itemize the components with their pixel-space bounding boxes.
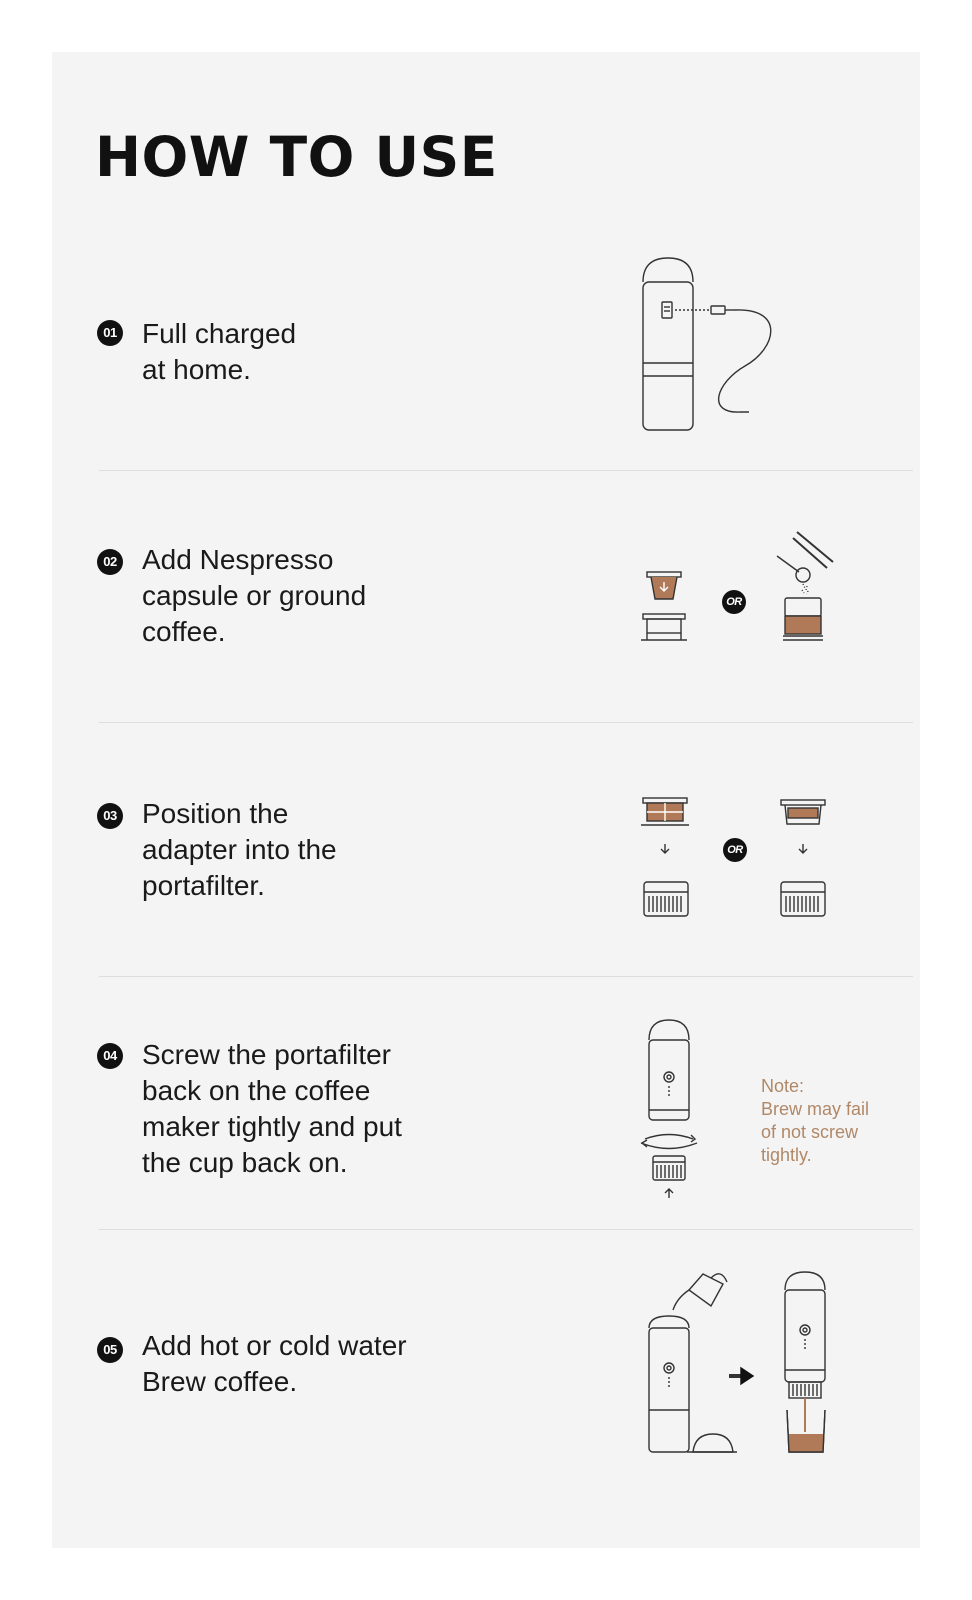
step-4-number: 04	[97, 1043, 123, 1069]
step-4-text: Screw the portafilter back on the coffee maker tightly and put the cup back on.	[142, 1039, 402, 1178]
step-1-text: Full charged at home.	[142, 318, 297, 385]
step-5-number: 05	[97, 1337, 123, 1363]
add-water-brew-coffee-icon	[637, 1264, 847, 1459]
page-title: HOW TO USE	[95, 125, 498, 189]
divider	[99, 976, 913, 977]
step-2-text: Add Nespresso capsule or ground coffee.	[142, 544, 367, 647]
screw-portafilter-icon	[637, 1014, 717, 1209]
or-badge: OR	[723, 838, 747, 862]
divider	[99, 722, 913, 723]
charging-machine-icon	[637, 252, 787, 437]
step-1-number: 01	[97, 320, 123, 346]
step-3-number: 03	[97, 803, 123, 829]
step-3-text: Position the adapter into the portafilter.	[142, 798, 337, 901]
step-5-text: Add hot or cold water Brew coffee.	[142, 1330, 407, 1397]
step-2-number: 02	[97, 549, 123, 575]
how-to-use-panel	[52, 52, 920, 1548]
capsule-or-ground-coffee-icon	[637, 524, 837, 644]
or-badge: OR	[722, 590, 746, 614]
divider	[99, 470, 913, 471]
divider	[99, 1229, 913, 1230]
note-text: Note: Brew may fail of not screw tightly.	[761, 1076, 870, 1165]
